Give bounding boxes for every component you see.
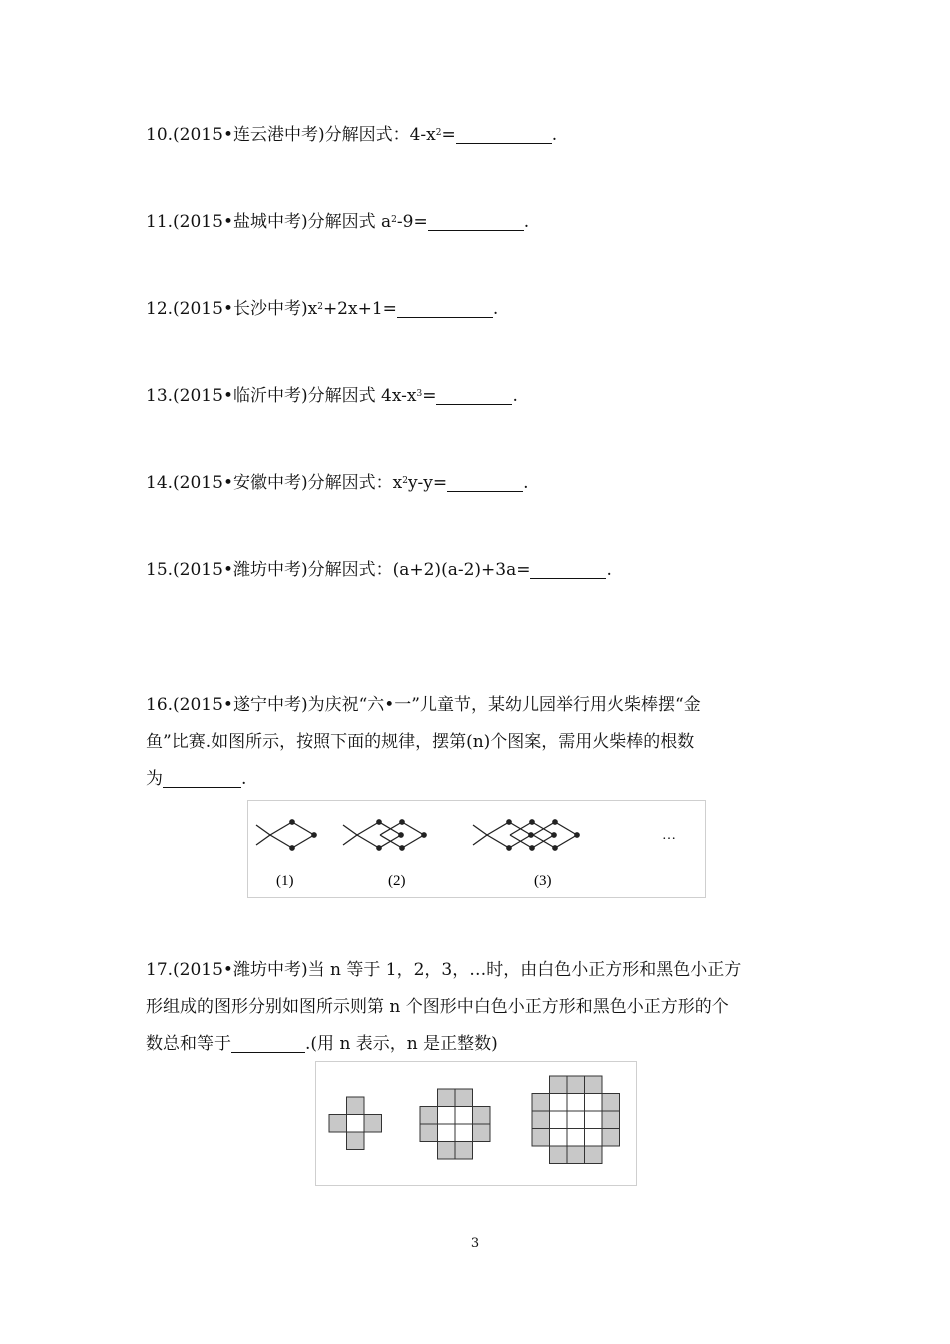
- matchstick: [357, 835, 379, 848]
- question-text: 分解因式：x: [307, 473, 403, 493]
- question-16: [146, 687, 826, 798]
- period: .: [551, 125, 558, 145]
- white-square: [550, 1129, 568, 1147]
- white-square: [438, 1124, 456, 1142]
- gray-square: [420, 1107, 438, 1125]
- exponent: 3: [416, 389, 423, 399]
- figure-label-1: (1): [276, 873, 294, 889]
- question-13: [146, 376, 518, 415]
- period: .: [606, 560, 612, 580]
- gray-square: [438, 1142, 456, 1160]
- matchstick: [256, 825, 270, 835]
- matchstick: [343, 825, 357, 835]
- gray-square: [550, 1076, 568, 1094]
- question-number: 14.: [146, 473, 174, 493]
- exponent: 2: [435, 128, 442, 138]
- question-text: x: [307, 299, 318, 319]
- white-square: [455, 1124, 473, 1142]
- gray-square: [347, 1132, 365, 1150]
- gray-square: [364, 1115, 382, 1133]
- figure-label-3: (3): [534, 873, 552, 889]
- white-square: [347, 1115, 365, 1133]
- gray-square: [438, 1089, 456, 1107]
- answer-blank[interactable]: [231, 1032, 305, 1053]
- white-square: [550, 1111, 568, 1129]
- match-head: [312, 833, 316, 837]
- matchstick: [487, 835, 509, 848]
- period: .: [523, 473, 529, 493]
- white-square: [585, 1094, 603, 1112]
- matchstick: [270, 822, 292, 835]
- gray-square: [602, 1129, 620, 1147]
- matchstick: [256, 835, 270, 845]
- white-square: [438, 1107, 456, 1125]
- matchstick: [487, 822, 509, 835]
- answer-blank[interactable]: [447, 471, 523, 492]
- question-text: 分解因式：4-x: [324, 125, 436, 145]
- white-square: [567, 1129, 585, 1147]
- gray-square: [585, 1146, 603, 1164]
- question-12: [146, 289, 498, 328]
- question-text: 分解因式 a: [307, 212, 392, 232]
- matchstick: [402, 835, 424, 848]
- question-source: (2015•安徽中考): [173, 473, 308, 493]
- match-head: [422, 833, 426, 837]
- period: .: [241, 769, 247, 789]
- question-text: 分解因式 4x-x: [307, 386, 417, 406]
- matchstick: [270, 835, 292, 848]
- answer-blank[interactable]: [456, 123, 552, 144]
- matchstick: [473, 835, 487, 845]
- question-text-tail: y-y=: [407, 473, 448, 493]
- gray-square: [455, 1089, 473, 1107]
- question-source: (2015•盐城中考): [173, 212, 308, 232]
- match-head: [552, 833, 556, 837]
- squares-pattern-diagram: [316, 1062, 636, 1185]
- exponent: 2: [402, 476, 408, 486]
- question-number: 11.: [146, 212, 174, 232]
- figure-label-2: (2): [388, 873, 406, 889]
- goldfish-matchstick-figure: [247, 800, 706, 898]
- question-17-line-3-text: 数总和等于: [146, 1034, 231, 1054]
- gray-square: [567, 1076, 585, 1094]
- matchstick: [292, 835, 314, 848]
- white-square: [585, 1129, 603, 1147]
- question-15: [146, 550, 612, 589]
- matchstick: [555, 835, 577, 848]
- gray-square: [567, 1146, 585, 1164]
- question-text: 分解因式：(a+2)(a-2)+3a=: [307, 560, 531, 580]
- match-head: [575, 833, 579, 837]
- white-square: [455, 1107, 473, 1125]
- matchstick: [402, 822, 424, 835]
- gray-square: [420, 1124, 438, 1142]
- question-16-line-3: [146, 761, 826, 798]
- question-source: (2015•连云港中考): [173, 125, 325, 145]
- gray-square: [473, 1107, 491, 1125]
- answer-blank[interactable]: [436, 384, 512, 405]
- gray-square: [532, 1094, 550, 1112]
- gray-square: [602, 1111, 620, 1129]
- matchstick: [343, 835, 357, 845]
- question-text-tail: =: [422, 386, 437, 406]
- white-square: [585, 1111, 603, 1129]
- period: .: [523, 212, 530, 232]
- exponent: 2: [391, 215, 397, 225]
- gray-square: [585, 1076, 603, 1094]
- question-17: [146, 952, 826, 1063]
- white-square: [550, 1094, 568, 1112]
- gray-square: [532, 1129, 550, 1147]
- gray-square: [329, 1115, 347, 1133]
- matchstick: [473, 825, 487, 835]
- matchstick: [292, 822, 314, 835]
- question-text-tail: =: [441, 125, 456, 145]
- match-head: [399, 833, 403, 837]
- question-text-tail: -9=: [396, 212, 428, 232]
- question-number: 13.: [146, 386, 174, 406]
- answer-blank[interactable]: [397, 297, 493, 318]
- answer-blank[interactable]: [530, 558, 606, 579]
- matchstick: [555, 822, 577, 835]
- period: .: [492, 299, 499, 319]
- question-16-line-2: 鱼”比赛.如图所示，按照下面的规律，摆第(n)个图案，需用火柴棒的根数: [146, 732, 695, 752]
- page-number: 3: [470, 1236, 480, 1251]
- match-head: [529, 833, 533, 837]
- gray-square: [532, 1111, 550, 1129]
- exponent: 2: [317, 302, 323, 312]
- question-16-line-1: 16.(2015•遂宁中考)为庆祝“六•一”儿童节，某幼儿园举行用火柴棒摆“金: [146, 695, 701, 715]
- goldfish-matchstick-diagram: [248, 801, 705, 897]
- gray-square: [602, 1094, 620, 1112]
- question-17-line-1: 17.(2015•潍坊中考)当 n 等于 1，2，3，…时，由白色小正方形和黑色小正方: [146, 960, 742, 980]
- answer-blank[interactable]: [428, 210, 524, 231]
- question-source: (2015•潍坊中考): [173, 560, 308, 580]
- question-source: (2015•长沙中考): [173, 299, 308, 319]
- matchstick: [357, 822, 379, 835]
- question-14: [146, 463, 529, 502]
- question-17-line-2: 形组成的图形分别如图所示则第 n 个图形中白色小正方形和黑色小正方形的个: [146, 997, 729, 1017]
- gray-square: [347, 1097, 365, 1115]
- question-11: [146, 202, 529, 241]
- period: .: [512, 386, 518, 406]
- gray-square: [455, 1142, 473, 1160]
- question-17-line-3: [146, 1026, 826, 1063]
- question-number: 12.: [146, 299, 174, 319]
- gray-square: [473, 1124, 491, 1142]
- question-10: [146, 115, 557, 154]
- white-square: [567, 1094, 585, 1112]
- question-17-line-3-tail: .(用 n 表示，n 是正整数): [305, 1034, 498, 1054]
- question-source: (2015•临沂中考): [173, 386, 308, 406]
- question-text-tail: +2x+1=: [322, 299, 397, 319]
- answer-blank[interactable]: [163, 767, 241, 788]
- question-16-line-3-text: 为: [146, 769, 163, 789]
- gray-square: [550, 1146, 568, 1164]
- question-number: 10.: [146, 125, 174, 145]
- squares-pattern-figure: [315, 1061, 637, 1186]
- ellipsis: …: [662, 828, 676, 843]
- white-square: [567, 1111, 585, 1129]
- question-number: 15.: [146, 560, 174, 580]
